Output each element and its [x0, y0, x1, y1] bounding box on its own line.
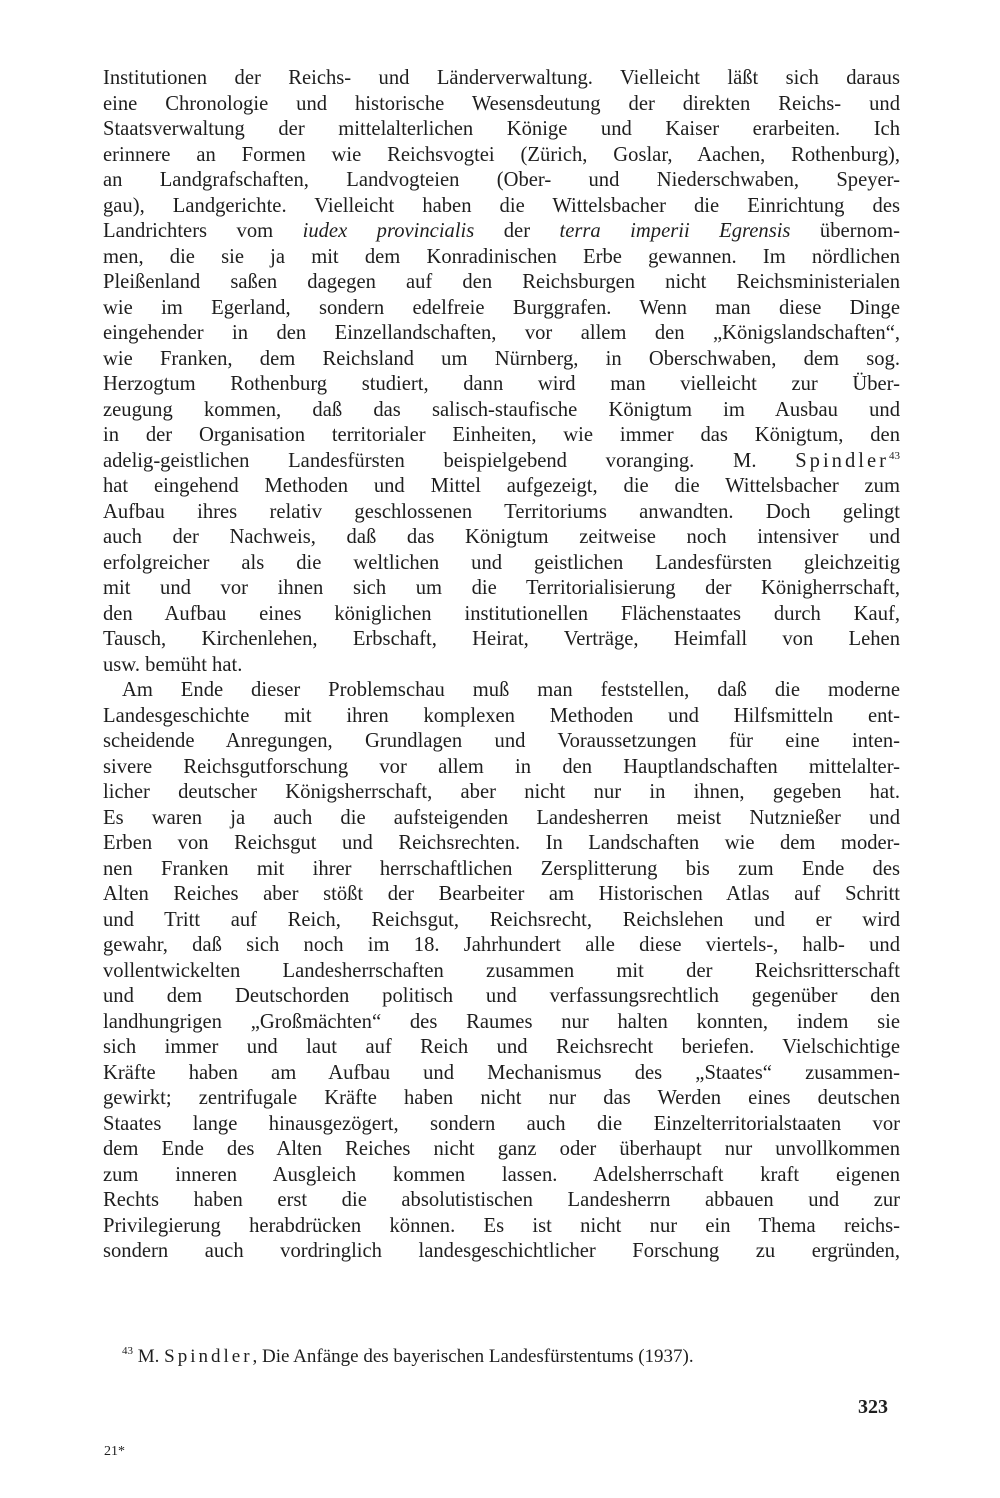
text-line: an Landgrafschaften, Landvogteien (Ober- und Niederschwaben, Speyer-: [103, 169, 900, 191]
text-line: und dem Deutschorden politisch und verfassungsrechtlich gegenüber den: [103, 985, 900, 1007]
text-line: Es waren ja auch die aufsteigenden Landesherren meist Nutznießer und: [103, 806, 900, 829]
text-line: nen Franken mit ihrer herrschaftlichen Zersplitterung bis zum Ende des: [103, 857, 900, 880]
text-line: gewirkt; zentrifugale Kräfte haben nicht nur das Werden eines deutschen: [103, 1087, 900, 1109]
text-line: sich immer und laut auf Reich und Reichsrecht beriefen. Vielschichtige: [103, 1036, 900, 1058]
main-text: [103, 66, 900, 1265]
text-line: Pleißenland saßen dagegen auf den Reichsburgen nicht Reichsministerialen: [103, 271, 900, 293]
text-segment: der: [474, 220, 560, 242]
text-line: Aufbau ihres relativ geschlossenen Territoriums anwandten. Doch gelingt: [103, 500, 900, 523]
text-line: licher deutscher Königsherrschaft, aber nicht nur in ihnen, gegeben hat.: [103, 781, 900, 803]
italic-term: iudex provincialis: [302, 220, 475, 242]
text-line: und Tritt auf Reich, Reichsgut, Reichsrecht, Reichslehen und er wird: [103, 908, 900, 931]
text-line: landhungrigen „Großmächten“ des Raumes nur halten konnten, indem sie: [103, 1010, 900, 1033]
paragraph-2: [103, 678, 900, 1265]
text-line: men, die sie ja mit dem Konradinischen Erbe gewannen. Im nördlichen: [103, 245, 900, 268]
text-line: eingehender in den Einzellandschaften, vor allem den „Königslandschaften“,: [103, 322, 900, 344]
footnote-author: M.: [137, 1346, 165, 1367]
text-line: erfolgreicher als die weltlichen und geistlichen Landesfürsten gleichzeitig: [103, 551, 900, 574]
text-line: mit und vor ihnen sich um die Territorialisierung der Königherrschaft,: [103, 577, 900, 599]
paragraph-1-part-1: [103, 66, 900, 219]
text-line: wie im Egerland, sondern edelfreie Burggrafen. Wenn man diese Dinge: [103, 296, 900, 319]
text-line: Staates lange hinausgezögert, sondern auch die Einzelterritorialstaaten vor: [103, 1112, 900, 1135]
footnote: [122, 1345, 902, 1369]
text-line: scheidende Anregungen, Grundlagen und Voraussetzungen für eine inten-: [103, 730, 900, 752]
text-line: Alten Reiches aber stößt der Bearbeiter am Historischen Atlas auf Schritt: [103, 883, 900, 905]
signature-mark: 21*: [104, 1444, 125, 1459]
text-line: erinnere an Formen wie Reichsvogtei (Zürich, Goslar, Aachen, Rothenburg),: [103, 143, 900, 166]
text-line: gau), Landgerichte. Vielleicht haben die Wittelsbacher die Einrichtung des: [103, 194, 900, 217]
text-line: Privilegierung herabdrücken können. Es ist nicht nur ein Thema reichs-: [103, 1214, 900, 1237]
footnote-reference: 43: [889, 449, 900, 462]
text-line: dem Ende des Alten Reiches nicht ganz oder überhaupt nur unvollkommen: [103, 1138, 900, 1160]
footnote-author-name: Spindler: [164, 1346, 253, 1367]
text-segment: adelig-geistlichen Landesfürsten beispielgebend voranging. M.: [103, 449, 796, 472]
text-line: eine Chronologie und historische Wesensdeutung der direkten Reichs- und: [103, 92, 900, 115]
paragraph-1-part-2: [103, 245, 900, 449]
text-line: Rechts haben erst die absolutistischen Landesherrn abbauen und zur: [103, 1189, 900, 1211]
text-line: zeugung kommen, daß das salisch-staufische Königtum im Ausbau und: [103, 398, 900, 421]
text-line: Am Ende dieser Problemschau muß man feststellen, daß die moderne: [122, 679, 900, 701]
text-line: den Aufbau eines königlichen institutionellen Flächenstaates durch Kauf,: [103, 602, 900, 625]
text-line: vollentwickelten Landesherrschaften zusammen mit der Reichsritterschaft: [103, 959, 900, 982]
text-line: auch der Nachweis, daß das Königtum zeitweise noch intensiver und: [103, 526, 900, 548]
text-line: Landesgeschichte mit ihren komplexen Methoden und Hilfsmitteln ent-: [103, 704, 900, 727]
text-line: Tausch, Kirchenlehen, Erbschaft, Heirat, Verträge, Heimfall von Lehen: [103, 628, 900, 650]
text-segment: Landrichters vom: [103, 220, 303, 242]
text-line: hat eingehend Methoden und Mittel aufgezeigt, die die Wittelsbacher zum: [103, 475, 900, 497]
text-line: in der Organisation territorialer Einheiten, wie immer das Königtum, den: [103, 424, 900, 446]
italic-term: terra imperii Egrensis: [559, 220, 791, 242]
text-line: gewahr, daß sich noch im 18. Jahrhundert alle diese viertels-, halb- und: [103, 934, 900, 956]
text-line: Herzogtum Rothenburg studiert, dann wird man vielleicht zur Über-: [103, 373, 900, 395]
text-line: wie Franken, dem Reichsland um Nürnberg, in Oberschwaben, dem sog.: [103, 347, 900, 370]
text-line-24: usw. bemüht hat.: [103, 653, 243, 676]
text-line: Staatsverwaltung der mittelalterlichen Könige und Kaiser erarbeiten. Ich: [103, 118, 900, 140]
footnote-number: 43: [122, 1345, 133, 1357]
text-line: Institutionen der Reichs- und Länderverwaltung. Vielleicht läßt sich daraus: [103, 67, 900, 89]
text-line-7: [103, 219, 900, 245]
text-line: sivere Reichsgutforschung vor allem in den Hauptlandschaften mittelalter-: [103, 755, 900, 778]
page-number: 323: [858, 1396, 888, 1418]
spaced-author-name: Spindler: [795, 449, 889, 472]
text-line: zum inneren Ausgleich kommen lassen. Adelsherrschaft kraft eigenen: [103, 1163, 900, 1186]
text-line: Kräfte haben am Aufbau und Mechanismus des „Staates“ zusammen-: [103, 1061, 900, 1084]
text-line-16: [103, 449, 900, 475]
text-segment: übernom-: [790, 220, 900, 242]
text-line: Erben von Reichsgut und Reichsrechten. In Landschaften wie dem moder-: [103, 832, 900, 854]
footnote-text: , Die Anfänge des bayerischen Landesfürstentums (1937).: [252, 1346, 694, 1367]
paragraph-1-part-3: [103, 474, 900, 653]
text-line: sondern auch vordringlich landesgeschichtlicher Forschung zu ergründen,: [103, 1240, 900, 1262]
